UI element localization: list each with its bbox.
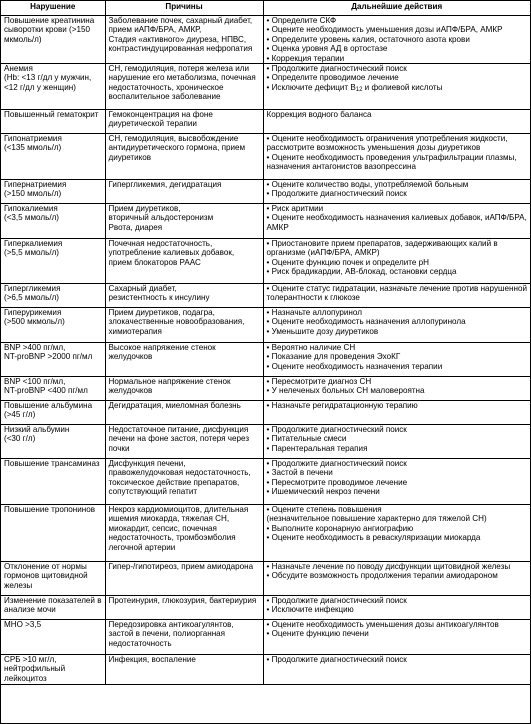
action-item: • Пересмотрите диагноз СН	[267, 377, 528, 386]
disorder-cell: Гиперкалиемия (>5,5 ммоль/л)	[1, 239, 105, 284]
action-item: • Обсудите возможность продолжения терапии амиодароном	[267, 571, 528, 580]
table-header	[1, 1, 530, 16]
disorder-cell: Гиперурикемия (>500 мкмоль/л)	[1, 308, 105, 343]
actions-cell	[263, 459, 530, 505]
table-grid	[1, 1, 530, 685]
causes-cell: Некроз кардиомиоцитов, длительная ишемия миокарда, тяжелая СН, миокардит, сепсис, почечная недостаточность, тромбоэмболия легочной артерии	[105, 505, 263, 562]
disorder-cell: Изменение показателей в анализе мочи	[1, 596, 105, 620]
action-item: • Уменьшите дозу диуретиков	[267, 327, 528, 336]
disorder-cell: Повышение трансаминаз	[1, 459, 105, 505]
causes-cell: Высокое напряжение стенок желудочков	[105, 343, 263, 377]
disorder-cell: Повышение альбумина (>45 г/л)	[1, 401, 105, 425]
table-row	[1, 284, 530, 308]
causes-cell: СН, гемодиляция, высвобождение антидиуретического гормона, прием диуретиков	[105, 134, 263, 180]
action-item: • Продолжите диагностический поиск	[267, 189, 528, 198]
table-row	[1, 110, 530, 134]
action-item: • Оцените необходимость проведения ультрафильтрации плазмы, назначения антагонистов вазопрессина	[267, 153, 528, 172]
causes-cell: СН, гемодиляция, потеря железа или нарушение его метаболизма, почечная недостаточность, хроническое воспалительное заболевание	[105, 64, 263, 110]
causes-cell: Гипергликемия, дегидратация	[105, 180, 263, 204]
table-row	[1, 596, 530, 620]
table-row	[1, 64, 530, 110]
disorder-cell: СРБ >10 мг/л, нейтрофильный лейкоцитоз	[1, 655, 105, 685]
action-item: • Исключите инфекцию	[267, 605, 528, 614]
action-item: • Показание для проведения ЭхоКГ	[267, 352, 528, 361]
disorder-cell: Анемия (Hb: <13 г/дл у мужчин, <12 г/дл у женщин)	[1, 64, 105, 110]
header-row	[1, 1, 530, 16]
actions-cell	[263, 204, 530, 239]
table-row	[1, 505, 530, 562]
actions-cell	[263, 284, 530, 308]
disorder-cell: МНО >3,5	[1, 620, 105, 655]
causes-cell: Сахарный диабет, резистентность к инсулину	[105, 284, 263, 308]
action-item: • Оцените необходимость уменьшения дозы иАПФ/БРА, АМКР	[267, 25, 528, 34]
disorder-cell: Гипернатриемия (>150 ммоль/л)	[1, 180, 105, 204]
action-item: • Оцените необходимость ограничения употребления жидкости, рассмотрите возможность уменьшения дозы диуретиков	[267, 134, 528, 153]
action-item: • Оценка уровня АД в ортостазе	[267, 44, 528, 53]
action-item: • Оцените необходимость назначения терапии	[267, 362, 528, 371]
action-item: • Пересмотрите проводимое лечение	[267, 478, 528, 487]
action-item: • Оцените необходимость уменьшения дозы антикоагулянтов	[267, 620, 528, 629]
actions-cell: Коррекция водного баланса	[263, 110, 530, 134]
table-row	[1, 134, 530, 180]
table-row	[1, 377, 530, 401]
table-row	[1, 16, 530, 64]
actions-cell	[263, 343, 530, 377]
action-item: • Оцените функцию печени	[267, 629, 528, 638]
actions-cell	[263, 377, 530, 401]
causes-cell: Прием диуретиков, вторичный альдостеронизм Рвота, диарея	[105, 204, 263, 239]
actions-cell	[263, 180, 530, 204]
actions-cell	[263, 239, 530, 284]
action-item: • Оцените необходимость в реваскуляризации миокарда	[267, 533, 528, 542]
action-item: • Коррекция терапии	[267, 54, 528, 63]
action-item: • Вероятно наличие СН	[267, 343, 528, 352]
disorder-cell: Гипергликемия (>6,5 ммоль/л)	[1, 284, 105, 308]
action-item: • Определите уровень калия, остаточного азота крови	[267, 35, 528, 44]
action-item: • Оцените статус гидратации, назначьте лечение против нарушенной толерантности к глюкозе	[267, 284, 528, 303]
disorder-cell: Гипокалиемия (<3,5 ммоль/л)	[1, 204, 105, 239]
actions-cell	[263, 16, 530, 64]
action-item: • Ишемический некроз печени	[267, 487, 528, 496]
causes-cell: Гипер-/гипотиреоз, прием амиодарона	[105, 562, 263, 596]
action-item: • Определите проводимое лечение	[267, 73, 528, 82]
causes-cell: Почечная недостаточность, употребление калиевых добавок, прием блокаторов РААС	[105, 239, 263, 284]
actions-cell	[263, 425, 530, 459]
causes-cell: Передозировка антикоагулянтов, застой в печени, полиорганная недостаточность	[105, 620, 263, 655]
action-item: • У нелеченых больных СН маловероятна	[267, 386, 528, 395]
table-body	[1, 16, 530, 685]
action-item: • Исключите дефицит В12 и фолиевой кислоты	[267, 83, 528, 95]
header-causes: Причины	[105, 1, 263, 16]
disorder-cell: BNP <100 пг/мл, NT-proBNP <400 пг/мл	[1, 377, 105, 401]
causes-cell: Нормальное напряжение стенок желудочков	[105, 377, 263, 401]
actions-cell	[263, 134, 530, 180]
action-item: • Оцените необходимость назначения калиевых добавок, иАПФ/БРА, АМКР	[267, 213, 528, 232]
action-item: • Продолжите диагностический поиск	[267, 459, 528, 468]
causes-cell: Прием диуретиков, подагра, злокачественные новообразования, химиотерапия	[105, 308, 263, 343]
actions-cell	[263, 596, 530, 620]
causes-cell: Гемоконцентрация на фоне диуретической терапии	[105, 110, 263, 134]
action-item: • Назначьте лечение по поводу дисфункции щитовидной железы	[267, 562, 528, 571]
action-item: • Риск аритмии	[267, 204, 528, 213]
header-actions: Дальнейшие действия	[263, 1, 530, 16]
action-item: • Риск брадикардии, АВ-блокад, остановки сердца	[267, 267, 528, 276]
disorder-cell: Гипонатриемия (<135 ммоль/л)	[1, 134, 105, 180]
causes-cell: Инфекция, воспаление	[105, 655, 263, 685]
action-item: • Оцените количество воды, употребляемой больным	[267, 180, 528, 189]
actions-cell	[263, 64, 530, 110]
disorder-cell: Повышение тропонинов	[1, 505, 105, 562]
causes-cell: Дегидратация, миеломная болезнь	[105, 401, 263, 425]
action-item: • Назначьте регидратационную терапию	[267, 401, 528, 410]
actions-cell	[263, 308, 530, 343]
disorder-cell: Низкий альбумин (<30 г/л)	[1, 425, 105, 459]
action-item: • Выполните коронарную ангиографию	[267, 524, 528, 533]
action-item: • Питательные смеси	[267, 434, 528, 443]
action-item: • Определите СКФ	[267, 16, 528, 25]
action-item: • Продолжите диагностический поиск	[267, 596, 528, 605]
table-row	[1, 655, 530, 685]
action-item: • Назначьте аллопуринол	[267, 308, 528, 317]
action-item: • Продолжите диагностический поиск	[267, 425, 528, 434]
actions-cell	[263, 620, 530, 655]
table-row	[1, 401, 530, 425]
table-row	[1, 459, 530, 505]
disorder-cell: Отклонение от нормы гормонов щитовидной железы	[1, 562, 105, 596]
header-disorder: Нарушение	[1, 1, 105, 16]
action-item: • Оцените функцию почек и определите рН	[267, 258, 528, 267]
table-row	[1, 308, 530, 343]
action-item: • Продолжите диагностический поиск	[267, 655, 528, 664]
action-item: • Продолжите диагностический поиск	[267, 64, 528, 73]
causes-cell: Дисфункция печени, правожелудочковая недостаточность, токсическое действие препаратов, сопутствующий гепатит	[105, 459, 263, 505]
actions-cell	[263, 505, 530, 562]
actions-cell	[263, 401, 530, 425]
disorder-cell: BNP >400 пг/мл, NT-proBNP >2000 пг/мл	[1, 343, 105, 377]
action-item: • Оцените степень повышения (незначительное повышение характерно для тяжелой СН)	[267, 505, 528, 524]
action-item: • Застой в печени	[267, 468, 528, 477]
table-row	[1, 562, 530, 596]
table-row	[1, 425, 530, 459]
disorder-cell: Повышенный гематокрит	[1, 110, 105, 134]
action-item: • Парентеральная терапия	[267, 444, 528, 453]
action-item: • Приостановите прием препаратов, задерживающих калий в организме (иАПФ/БРА, АМКР)	[267, 239, 528, 258]
actions-cell	[263, 562, 530, 596]
causes-cell: Заболевание почек, сахарный диабет, прием иАПФ/БРА, АМКР, Стадия «активного» диуреза, НПВС, контрастиндуцированная нефропатия	[105, 16, 263, 64]
table-row	[1, 239, 530, 284]
table-row	[1, 204, 530, 239]
causes-cell: Недостаточное питание, дисфункция печени на фоне застоя, потеря через почки	[105, 425, 263, 459]
table-row	[1, 180, 530, 204]
actions-cell	[263, 655, 530, 685]
table-row	[1, 620, 530, 655]
table-row	[1, 343, 530, 377]
action-item: • Оцените необходимость назначения аллопуринола	[267, 317, 528, 326]
disorder-cell: Повышение креатинина сыворотки крови (>150 мкмоль/л)	[1, 16, 105, 64]
causes-cell: Протеинурия, глюкозурия, бактериурия	[105, 596, 263, 620]
subscript: 12	[355, 86, 363, 93]
